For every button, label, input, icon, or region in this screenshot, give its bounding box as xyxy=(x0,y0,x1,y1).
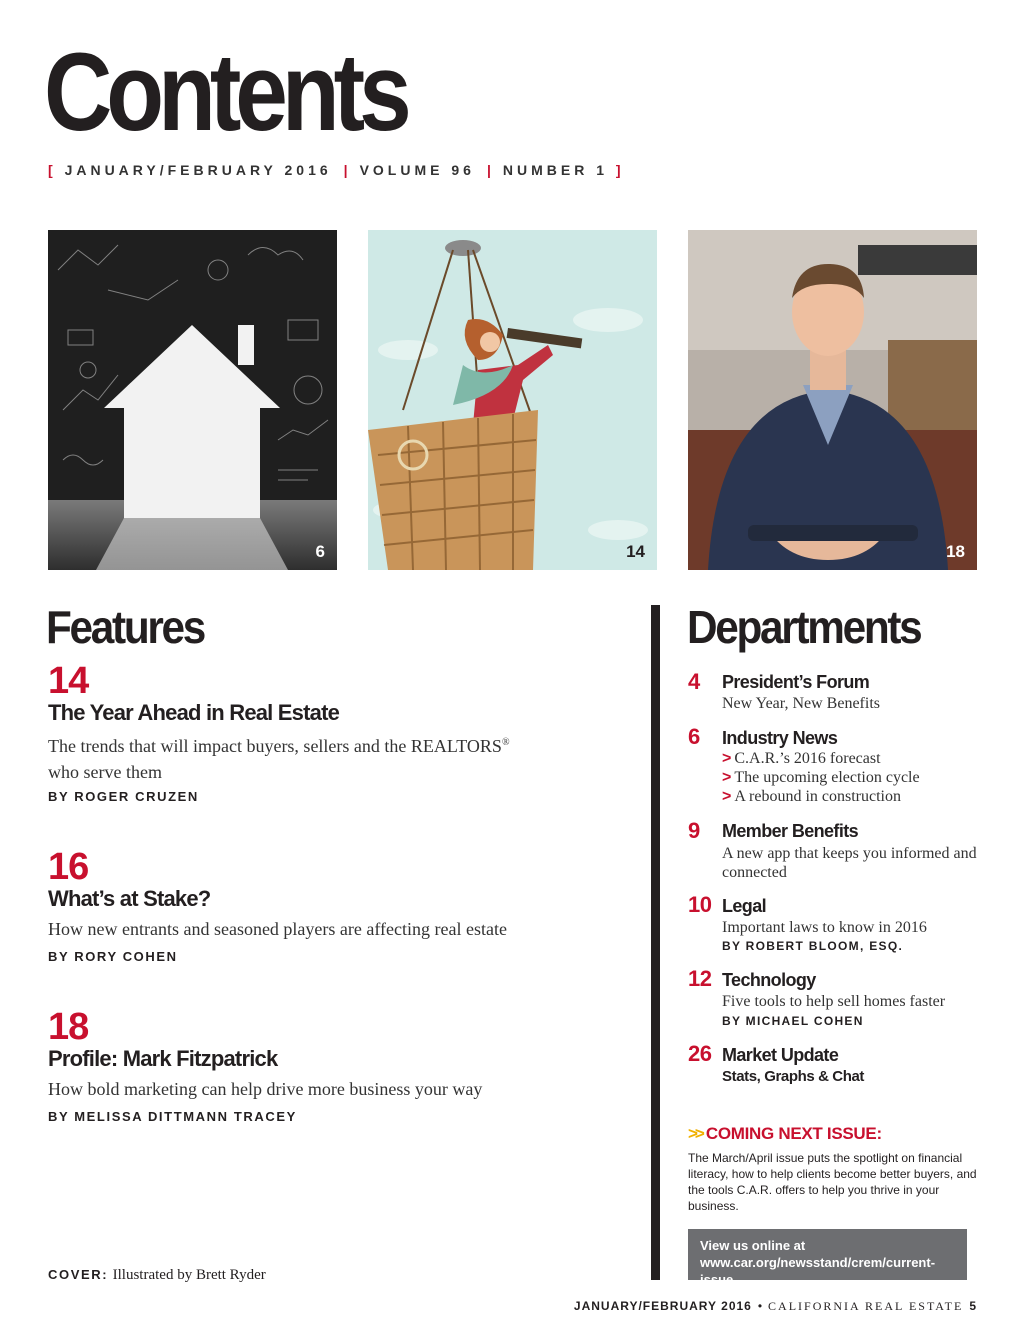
issue-volume: VOLUME 96 xyxy=(359,162,475,178)
department-byline: BY ROBERT BLOOM, ESQ. xyxy=(722,939,904,953)
department-title[interactable]: Industry News xyxy=(722,728,838,748)
feature-description xyxy=(48,730,548,785)
department-description: New Year, New Benefits xyxy=(722,695,880,712)
department-description: Important laws to know in 2016 xyxy=(722,919,927,936)
department-bullet xyxy=(722,769,920,787)
portrait-image xyxy=(688,230,977,570)
department-description: Stats, Graphs & Chat xyxy=(722,1068,865,1085)
cover-credit-text: Illustrated by Brett Ryder xyxy=(112,1267,266,1283)
registered-mark: ® xyxy=(501,737,510,748)
chevron-right-icon: > xyxy=(722,750,732,767)
department-bullet xyxy=(722,788,901,806)
issue-date: JANUARY/FEBRUARY 2016 xyxy=(64,162,332,178)
photo-house-illustration[interactable] xyxy=(48,230,337,570)
photo-page-number: 14 xyxy=(626,542,645,561)
department-page-number: 4 xyxy=(688,669,700,694)
feature-title[interactable]: The Year Ahead in Real Estate xyxy=(48,700,340,725)
department-bullet-text: C.A.R.’s 2016 forecast xyxy=(734,750,881,767)
feature-page-number: 14 xyxy=(48,660,89,702)
department-title[interactable]: President’s Forum xyxy=(722,672,870,692)
photo-balloon-illustration[interactable] xyxy=(368,230,657,570)
feature-page-number: 18 xyxy=(48,1006,89,1048)
feature-byline: BY RORY COHEN xyxy=(48,949,178,964)
features-heading: Features xyxy=(46,601,205,653)
issue-close-bracket: ] xyxy=(615,162,625,178)
coming-next-title: COMING NEXT ISSUE: xyxy=(705,1124,882,1143)
department-bullet xyxy=(722,750,881,768)
page-footer xyxy=(574,1299,976,1314)
coming-next-body: The March/April issue puts the spotlight on financial literacy, how to help clients become better buyers, and the tools C.A.R. offers to help you thrive in your business. xyxy=(688,1151,977,1213)
footer-page-number: 5 xyxy=(969,1299,976,1313)
departments-heading: Departments xyxy=(687,601,921,653)
department-page-number: 26 xyxy=(688,1041,712,1066)
feature-title[interactable]: Profile: Mark Fitzpatrick xyxy=(48,1046,278,1071)
photo-page-number: 6 xyxy=(315,542,325,561)
photo-page-number: 18 xyxy=(946,542,965,561)
double-chevron-icon: >> xyxy=(688,1124,702,1143)
issue-number: NUMBER 1 xyxy=(502,162,608,178)
footer-bullet: • xyxy=(757,1299,763,1313)
department-bullet-text: The upcoming election cycle xyxy=(734,769,920,786)
feature-byline: BY ROGER CRUZEN xyxy=(48,789,199,804)
house-chalkboard-image xyxy=(48,230,337,570)
coming-next-heading xyxy=(688,1124,882,1144)
feature-description: How bold marketing can help drive more business your way xyxy=(48,1079,483,1099)
issue-open-bracket: [ xyxy=(48,162,57,178)
feature-description: How new entrants and seasoned players are affecting real estate xyxy=(48,919,507,939)
cover-credit xyxy=(48,1266,266,1284)
feature-description-text: who serve them xyxy=(48,762,162,782)
department-title[interactable]: Technology xyxy=(722,970,816,990)
issue-separator: | xyxy=(486,162,491,178)
chevron-right-icon: > xyxy=(722,769,732,786)
feature-page-number: 16 xyxy=(48,846,89,888)
department-title[interactable]: Member Benefits xyxy=(722,821,859,841)
feature-title[interactable]: What’s at Stake? xyxy=(48,886,211,911)
department-page-number: 10 xyxy=(688,892,712,917)
department-byline: BY MICHAEL COHEN xyxy=(722,1014,864,1028)
feature-description-text: The trends that will impact buyers, sellers and the REALTORS xyxy=(48,736,502,756)
page-title: Contents xyxy=(44,31,406,154)
department-description: A new app that keeps you informed and connected xyxy=(722,845,977,881)
cover-label: COVER: xyxy=(48,1267,109,1282)
department-title[interactable]: Legal xyxy=(722,896,767,916)
footer-magazine: CALIFORNIA REAL ESTATE xyxy=(768,1299,964,1313)
department-description: Five tools to help sell homes faster xyxy=(722,993,946,1010)
department-title[interactable]: Market Update xyxy=(722,1045,839,1065)
online-link-box[interactable]: View us online at www.car.org/newsstand/crem/current-issue xyxy=(688,1229,967,1280)
department-bullet-text: A rebound in construction xyxy=(734,788,901,805)
issue-info xyxy=(48,162,625,178)
photo-portrait[interactable] xyxy=(688,230,977,570)
department-page-number: 6 xyxy=(688,724,700,749)
department-page-number: 9 xyxy=(688,818,700,843)
balloon-illustration-image xyxy=(368,230,657,570)
column-divider xyxy=(651,605,660,1280)
footer-date: JANUARY/FEBRUARY 2016 xyxy=(573,1299,752,1313)
chevron-right-icon: > xyxy=(722,788,732,805)
department-page-number: 12 xyxy=(688,966,712,991)
feature-byline: BY MELISSA DITTMANN TRACEY xyxy=(48,1109,297,1124)
issue-separator: | xyxy=(343,162,348,178)
